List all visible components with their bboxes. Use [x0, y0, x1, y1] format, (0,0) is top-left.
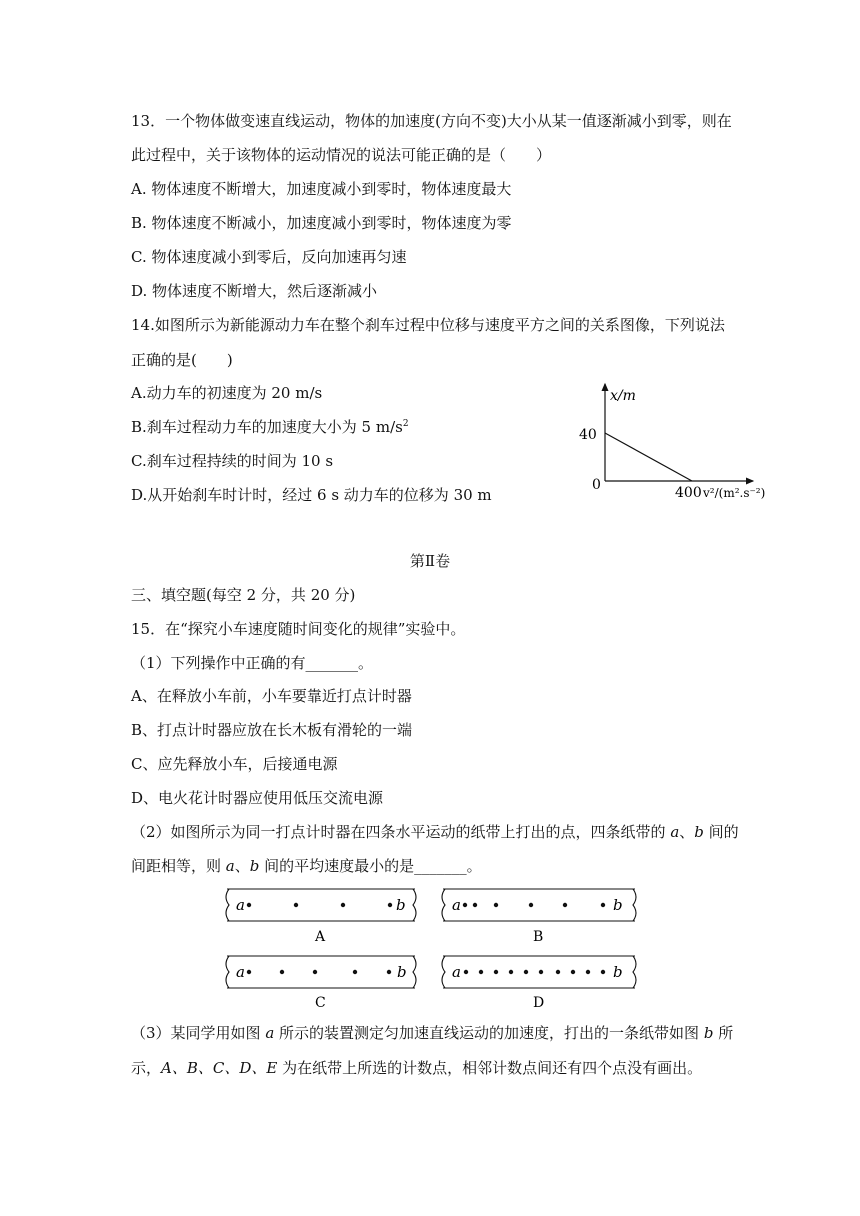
q15-part2-line2: 间距相等，则 a、b 间的平均速度最小的是_______。	[131, 857, 482, 875]
origin-label: 0	[592, 477, 601, 493]
tape-a	[226, 889, 416, 945]
tape-c	[226, 956, 416, 1011]
q13-option-b: B. 物体速度不断减小，加速度减小到零时，物体速度为零	[131, 214, 512, 232]
q15-part1-option-b: B、打点计时器应放在长木板有滑轮的一端	[131, 721, 413, 739]
q15-part1-option-a: A、在释放小车前，小车要靠近打点计时器	[131, 687, 412, 705]
q14-option-b: B.刹车过程动力车的加速度大小为 5 $m/s^2$	[131, 418, 409, 436]
section-heading: 三、填空题(每空 2 分，共 20 分)	[131, 586, 356, 604]
tape-b	[442, 889, 636, 945]
q13-option-d: D. 物体速度不断增大，然后逐渐减小	[131, 282, 378, 300]
y-tick-label: 40	[579, 427, 597, 443]
svg-text:a: a	[236, 963, 245, 981]
q14-stem-line1: 14.如图所示为新能源动力车在整个刹车过程中位移与速度平方之间的关系图像，下列说法	[131, 316, 725, 334]
section-title: 第Ⅱ卷	[409, 552, 451, 570]
q14-option-d: D.从开始刹车时计时，经过 6 s 动力车的位移为 30 m	[131, 486, 492, 504]
svg-text:B: B	[533, 929, 544, 945]
x-tick-label: 400	[675, 485, 702, 501]
svg-text:b: b	[613, 963, 623, 981]
data-line	[605, 433, 692, 481]
svg-text:D: D	[533, 995, 545, 1011]
q15-part1-option-c: C、应先释放小车，后接通电源	[131, 755, 338, 773]
svg-text:b: b	[397, 963, 407, 981]
q15-part1: （1）下列操作中正确的有_______。	[131, 654, 374, 672]
y-axis-label: x/m	[610, 388, 636, 404]
svg-text:a: a	[452, 896, 461, 914]
tape-d	[442, 956, 636, 1011]
svg-text:b: b	[396, 896, 406, 914]
svg-text:a: a	[236, 896, 245, 914]
svg-text:A: A	[315, 929, 326, 945]
q15-part1-option-d: D、电火花计时器应使用低压交流电源	[131, 789, 384, 807]
svg-text:C: C	[315, 995, 326, 1011]
q15-part3-line2: 示，A、B、C、D、E 为在纸带上所选的计数点，相邻计数点间还有四个点没有画出。	[131, 1059, 703, 1077]
q13-option-c: C. 物体速度减小到零后，反向加速再匀速	[131, 248, 407, 266]
q14-option-c: C.刹车过程持续的时间为 10 s	[131, 452, 334, 470]
q14-stem-line2: 正确的是( )	[131, 351, 233, 369]
q13-stem-line2: 此过程中，关于该物体的运动情况的说法可能正确的是（ ）	[131, 146, 552, 164]
q13-option-a: A. 物体速度不断增大，加速度减小到零时，物体速度最大	[131, 180, 512, 198]
svg-text:b: b	[613, 896, 623, 914]
q15-part2-line1: （2）如图所示为同一打点计时器在四条水平运动的纸带上打出的点，四条纸带的 a、b 间的	[131, 823, 739, 841]
paper-tapes-figure	[215, 883, 645, 1015]
q15-intro: 15．在“探究小车速度随时间变化的规律”实验中。	[131, 620, 466, 638]
q13-stem-line1: 13．一个物体做变速直线运动，物体的加速度(方向不变)大小从某一值逐渐减小到零，则在	[131, 112, 732, 130]
svg-text:a: a	[452, 963, 461, 981]
q14-option-a: A.动力车的初速度为 20 m/s	[131, 384, 323, 402]
x-v2-graph	[575, 378, 785, 506]
q15-part3-line1: （3）某同学用如图 a 所示的装置测定匀加速直线运动的加速度，打出的一条纸带如图 b 所	[131, 1024, 734, 1042]
x-axis-label: v²/(m².s⁻²)	[703, 486, 766, 500]
